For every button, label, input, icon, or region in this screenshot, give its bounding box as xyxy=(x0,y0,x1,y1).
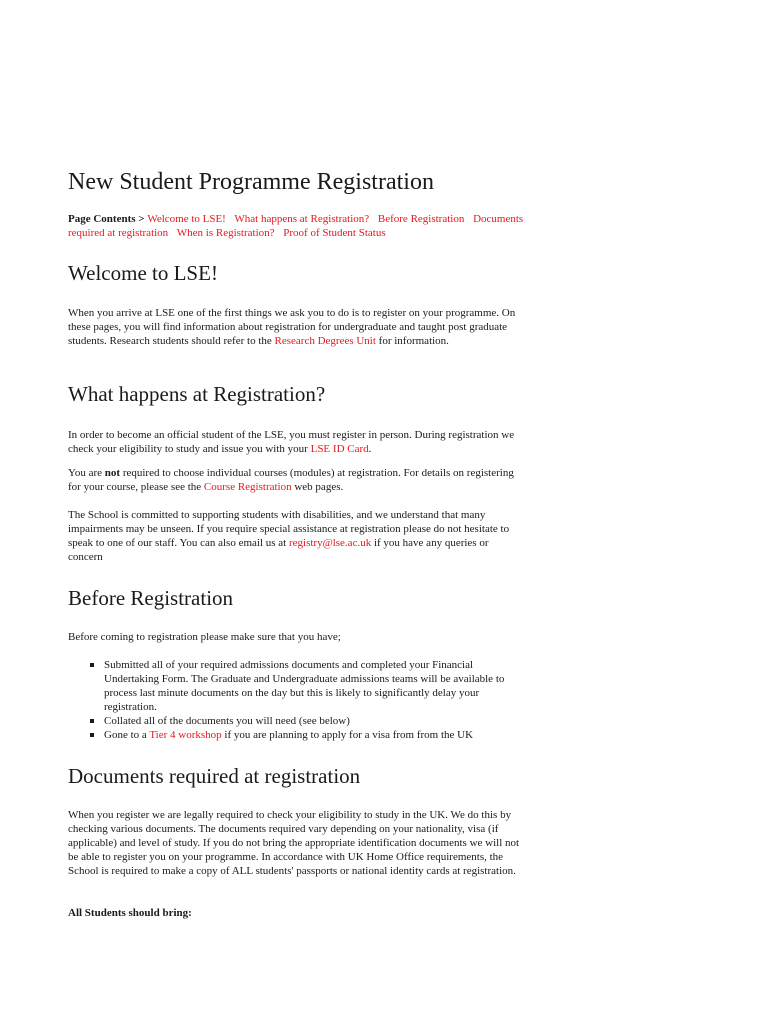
tier4-text: Gone to a xyxy=(104,729,150,741)
page-contents xyxy=(68,212,528,240)
list-item: Submitted all of your required admissions documents and completed your Financial Undertaking Form. The Graduate and Undergraduate admissions teams will be available to process last minute documents on the day but this is likely to significantly delay your registration. xyxy=(90,658,520,714)
all-students-heading xyxy=(68,906,520,920)
contents-link-welcome[interactable]: Welcome to LSE! xyxy=(147,213,226,225)
what-happens-paragraph-1 xyxy=(68,428,520,456)
before-intro: Before coming to registration please make sure that you have; xyxy=(68,631,341,643)
contents-link-before-registration[interactable]: Before Registration xyxy=(377,213,465,225)
welcome-paragraph xyxy=(68,306,520,348)
disability-text: The School is committed to supporting students with disabilities, and we understand that many impairments may be unseen. If you require special assistance at registration please do not hesitate to speak to one of our staff. You can also email us at xyxy=(68,509,510,549)
contents-link-what-happens[interactable]: What happens at Registration? xyxy=(234,213,370,225)
page-contents-label: Page Contents xyxy=(68,213,136,225)
page-contents-separator: > xyxy=(135,213,148,225)
list-item xyxy=(90,728,520,742)
registry-email-link[interactable]: registry@lse.ac.uk xyxy=(288,537,372,549)
welcome-text-end: for information. xyxy=(375,335,449,347)
list-item: Collated all of the documents you will need (see below) xyxy=(90,714,520,728)
disability-text-end: if you have any queries or concern xyxy=(68,537,489,563)
what-happens-paragraph-2 xyxy=(68,466,520,494)
what-happens-paragraph-3 xyxy=(68,508,520,564)
courses-text-mid: required to choose individual courses (modules) at registration. For details on registering for your course, please see the xyxy=(68,467,514,493)
contents-link-documents-required[interactable]: Documents required at registration xyxy=(68,213,524,239)
documents-paragraph: When you register we are legally required to check your eligibility to study in the UK. We do this by checking various documents. The documents required vary depending on your nationality, visa (if applicable) and level of study. If you do not bring the appropriate identification documents we will not be able to register you on your programme. In accordance with UK Home Office requirements, the School is required to make a copy of ALL students' passports or national identity cards at registration. xyxy=(68,809,520,877)
tier4-text-end: if you are planning to apply for a visa from from the UK xyxy=(221,729,474,741)
contents-link-proof-of-status[interactable]: Proof of Student Status xyxy=(283,227,386,239)
what-happens-text-end: . xyxy=(368,443,372,455)
contents-link-when-is-registration[interactable]: When is Registration? xyxy=(176,227,275,239)
heading-welcome: Welcome to LSE! xyxy=(68,261,218,285)
before-checklist xyxy=(90,658,520,742)
lse-id-card-link[interactable]: LSE ID Card xyxy=(310,443,369,455)
all-students-label: All Students should bring: xyxy=(68,907,192,919)
courses-text-start: You are xyxy=(68,467,105,479)
heading-documents-required: Documents required at registration xyxy=(68,764,361,788)
page-title: New Student Programme Registration xyxy=(68,169,434,195)
courses-text-end: web pages. xyxy=(291,481,344,493)
tier-4-workshop-link[interactable]: Tier 4 workshop xyxy=(149,729,222,741)
not-emphasis: not xyxy=(104,467,121,479)
what-happens-text: In order to become an official student of the LSE, you must register in person. During registration we check your eligibility to study and issue you with your xyxy=(68,429,515,455)
welcome-text: When you arrive at LSE one of the first things we ask you to do is to register on your programme. On these pages, you will find information about registration for undergraduate and taught post graduate students. Research students should refer to the xyxy=(68,307,516,347)
research-degrees-unit-link[interactable]: Research Degrees Unit xyxy=(274,335,376,347)
course-registration-link[interactable]: Course Registration xyxy=(203,481,292,493)
heading-what-happens: What happens at Registration? xyxy=(68,382,326,406)
heading-before-registration: Before Registration xyxy=(68,586,234,610)
